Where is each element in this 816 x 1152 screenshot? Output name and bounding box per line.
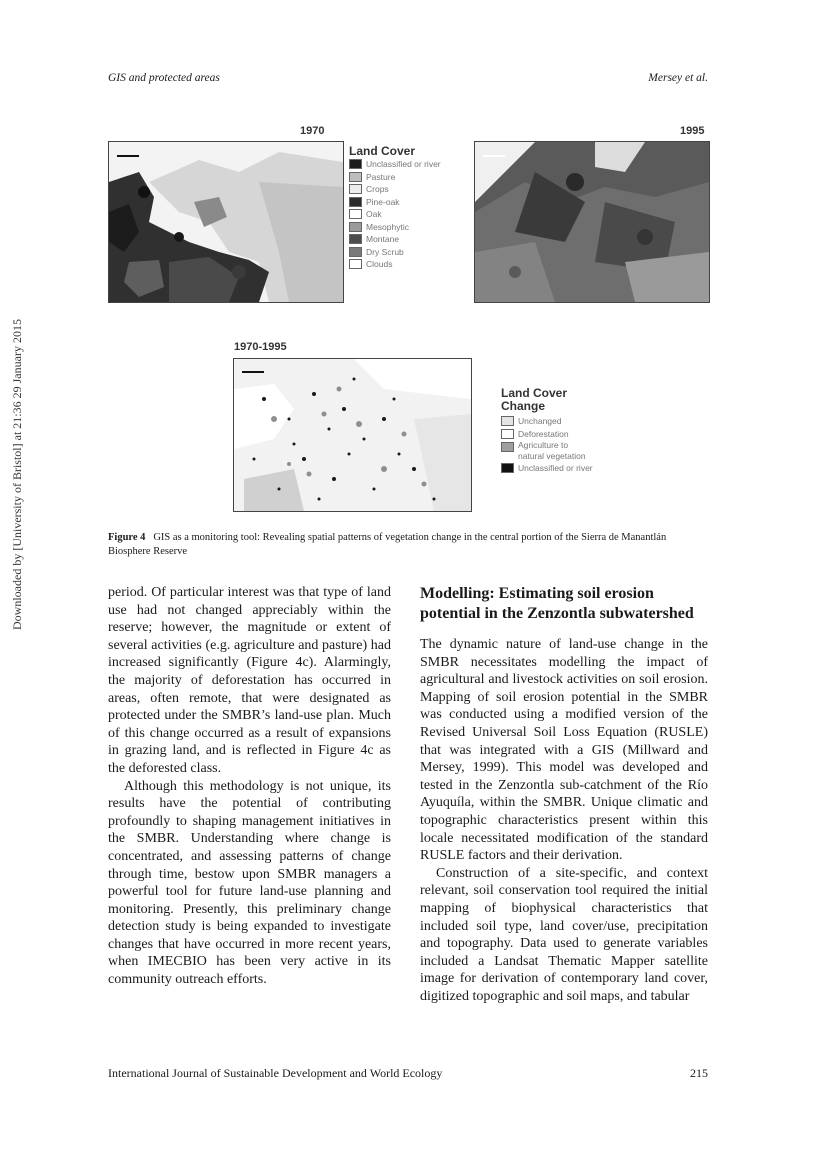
figure-caption-text: GIS as a monitoring tool: Revealing spatial patterns of vegetation change in the central portion of the Sierra de Manantlán Biosphere Reserve [108, 532, 667, 557]
running-head-left: GIS and protected areas [108, 72, 220, 84]
figure-caption [108, 531, 708, 559]
footer-journal: International Journal of Sustainable Development and World Ecology [108, 1066, 443, 1080]
left-paragraph-1: period. Of particular interest was that type of land use had not changed appreciably within the reserve; however, the magnitude or extent of several activities (e.g. agriculture and pasture) had increased significantly (Figure 4c). Alarmingly, the majority of deforestation has occurred in areas, often remote, that were designated as protected under the SMBR’s land-use plan. Much of this change occurred as a result of expansions in grazing land, and is reflected in Figure 4c as the deforested class. [108, 585, 391, 776]
legend-item: Oak [349, 208, 469, 221]
legend-item: Pine-oak [349, 196, 469, 209]
map-1995-title: 1995 [680, 125, 705, 137]
legend-swatch [349, 159, 362, 169]
legend-swatch [349, 259, 362, 269]
map-1970 [108, 141, 344, 303]
figure-caption-label: Figure 4 [108, 532, 146, 543]
legend-swatch [501, 442, 514, 452]
legend-swatch [349, 197, 362, 207]
page-number: 215 [690, 1066, 708, 1080]
legend-item: Unchanged [501, 415, 621, 428]
legend-swatch [349, 209, 362, 219]
legend-item: Clouds [349, 258, 469, 271]
map-change-title: 1970-1995 [234, 341, 287, 353]
right-column [420, 584, 708, 1005]
map-1995 [474, 141, 710, 303]
right-paragraph-2: Construction of a site-specific, and context relevant, soil conservation tool required the initial mapping of biophysical characteristics that included soil type, land cover/use, precipitation and topography. Data used to generate variables included a Landsat Thematic Mapper satellite image for derivation of contemporary land cover, digitized topographic and soil maps, and tabular [420, 865, 708, 1004]
legend-item: Deforestation [501, 428, 621, 441]
legend-item: Unclassified or river [349, 158, 469, 171]
land-cover-legend-title: Land Cover [349, 144, 416, 158]
map-1970-title: 1970 [300, 125, 325, 137]
legend-item: Dry Scrub [349, 246, 469, 259]
legend-item: Unclassified or river [501, 462, 621, 475]
legend-swatch [349, 172, 362, 182]
map-1995-image [475, 142, 709, 302]
left-column [108, 584, 391, 989]
legend-swatch [349, 234, 362, 244]
left-paragraph-2: Although this methodology is not unique, its results have the potential of contributing profoundly to shaping management initiatives in the SMBR. Understanding where change is concentrated, and assessing patterns of change through time, bestow upon SMBR managers a powerful tool for future land-use planning and monitoring. Presently, this preliminary change detection study is being expanded to investigate changes that have occurred in more recent years, when IMECBIO has been very active in its community outreach efforts. [108, 778, 391, 988]
legend-swatch [501, 463, 514, 473]
change-legend [501, 387, 621, 475]
map-1970-image [109, 142, 343, 302]
change-legend-title-line1: Land Cover [501, 386, 568, 400]
legend-item: Montane [349, 233, 469, 246]
legend-swatch [349, 247, 362, 257]
legend-swatch [501, 416, 514, 426]
land-cover-legend [349, 145, 469, 271]
map-change-image [234, 359, 471, 511]
legend-swatch [349, 184, 362, 194]
section-heading: Modelling: Estimating soil erosion potential in the Zenzontla subwatershed [420, 585, 694, 622]
legend-item: Mesophytic [349, 221, 469, 234]
legend-item: Agriculture to natural vegetation [501, 440, 621, 462]
change-legend-title-line2: Change [501, 399, 546, 413]
running-head-right: Mersey et al. [648, 72, 708, 84]
legend-swatch [501, 429, 514, 439]
legend-item: Pasture [349, 171, 469, 184]
legend-swatch [349, 222, 362, 232]
right-paragraph-1: The dynamic nature of land-use change in the SMBR necessitates modelling the impact of agricultural and livestock activities on soil erosion. Mapping of soil erosion potential in the SMBR was conducted using a modified version of the Revised Universal Soil Loss Equation (RUSLE) that was integrated with a GIS (Millward and Mersey, 1999). This model was developed and tested in the Zenzontla sub-catchment of the Río Ayuquíla, within the SMBR. Unique climatic and topographic characteristics present within this locale necessitated modification of the standard RUSLE factors and their derivation. [420, 637, 708, 864]
map-change [233, 358, 472, 512]
legend-item: Crops [349, 183, 469, 196]
